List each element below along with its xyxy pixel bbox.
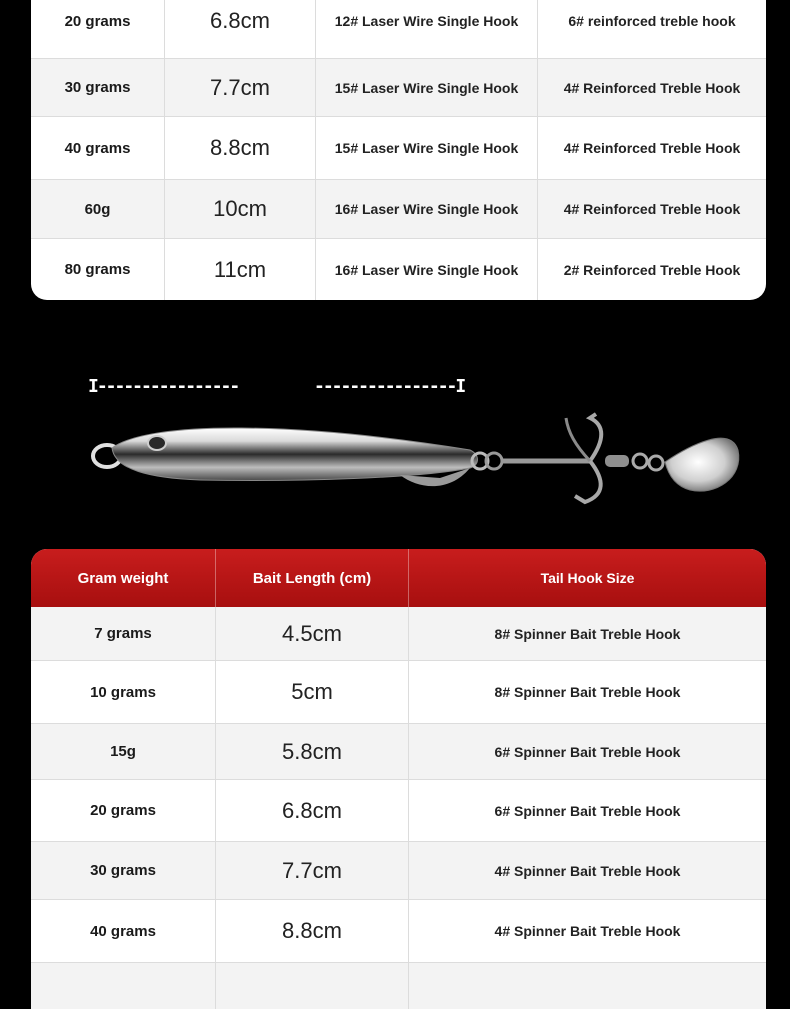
header-tail-hook-size: Tail Hook Size: [540, 570, 635, 586]
lure-illustration: [0, 300, 790, 549]
hook-cell: 4# Spinner Bait Treble Hook: [494, 923, 681, 939]
table-row: [31, 661, 766, 724]
weight-cell: 30 grams: [31, 842, 216, 899]
length-cell: 8.8cm: [216, 900, 409, 962]
table-row: [31, 842, 766, 900]
weight-cell: 20 grams: [31, 0, 165, 58]
single-hook-cell: 15# Laser Wire Single Hook: [316, 117, 538, 179]
table-row: [31, 724, 766, 780]
length-cell: 8.8cm: [165, 117, 316, 179]
weight-cell: 40 grams: [31, 117, 165, 179]
lure-eye: [148, 436, 166, 450]
weight-cell: 7 grams: [31, 607, 216, 660]
treble-hook-cell: 4# Reinforced Treble Hook: [563, 201, 741, 217]
hook-cell: 6# Spinner Bait Treble Hook: [494, 802, 681, 819]
table-row: [31, 117, 766, 180]
spec-table-top: [31, 0, 766, 300]
table-row: [31, 180, 766, 239]
hook-cell: 8# Spinner Bait Treble Hook: [494, 684, 681, 700]
weight-cell: 40 grams: [31, 900, 216, 962]
split-ring: [649, 456, 663, 470]
hook-cell: 8# Spinner Bait Treble Hook: [494, 625, 681, 642]
length-cell: 7.7cm: [165, 59, 316, 116]
table-row: [31, 607, 766, 661]
weight-cell: [31, 963, 216, 1009]
length-cell: 6.8cm: [165, 0, 316, 58]
header-gram-weight: Gram weight: [31, 549, 216, 607]
table-row: [31, 780, 766, 842]
table-row: [31, 900, 766, 963]
treble-hook-point: [575, 461, 601, 502]
length-cell: 5cm: [216, 661, 409, 723]
swivel: [605, 455, 629, 467]
table-row: [31, 59, 766, 117]
weight-cell: 60g: [31, 180, 165, 238]
table-row: [31, 239, 766, 300]
hook-cell: 6# Spinner Bait Treble Hook: [494, 743, 681, 760]
treble-hook-point: [566, 418, 590, 461]
single-hook-cell: 16# Laser Wire Single Hook: [316, 239, 538, 300]
single-hook-cell: 16# Laser Wire Single Hook: [316, 180, 538, 238]
header-bait-length: Bait Length (cm): [216, 549, 409, 607]
length-cell: 11cm: [165, 239, 316, 300]
spinner-blade: [665, 438, 739, 491]
lure-product-image: [0, 300, 790, 549]
table-row: [31, 0, 766, 59]
split-ring: [633, 454, 647, 468]
single-hook-cell: 12# Laser Wire Single Hook: [316, 0, 538, 58]
length-cell: 5.8cm: [216, 724, 409, 779]
length-cell: [216, 963, 409, 1009]
single-hook-cell: 15# Laser Wire Single Hook: [316, 59, 538, 116]
length-marker-right: ----------------I: [314, 376, 465, 397]
treble-hook-cell: 6# reinforced treble hook: [568, 13, 736, 29]
weight-cell: 30 grams: [31, 59, 165, 116]
length-cell: 4.5cm: [216, 607, 409, 660]
length-cell: 10cm: [165, 180, 316, 238]
treble-hook-cell: 4# Reinforced Treble Hook: [563, 140, 741, 156]
treble-hook-cell: 2# Reinforced Treble Hook: [563, 261, 741, 278]
length-marker-left: I----------------: [88, 376, 239, 397]
treble-hook-point: [590, 414, 601, 461]
lure-body: [112, 428, 478, 481]
length-cell: 7.7cm: [216, 842, 409, 899]
hook-cell: [409, 963, 766, 1009]
length-cell: 6.8cm: [216, 780, 409, 841]
weight-cell: 15g: [31, 724, 216, 779]
weight-cell: 20 grams: [31, 780, 216, 841]
hook-cell: 4# Spinner Bait Treble Hook: [494, 862, 681, 879]
spec-table-bottom: [31, 549, 766, 1009]
table-row: [31, 963, 766, 1009]
weight-cell: 10 grams: [31, 661, 216, 723]
treble-hook-cell: 4# Reinforced Treble Hook: [563, 79, 741, 96]
table-header: [31, 549, 766, 607]
weight-cell: 80 grams: [31, 239, 165, 300]
